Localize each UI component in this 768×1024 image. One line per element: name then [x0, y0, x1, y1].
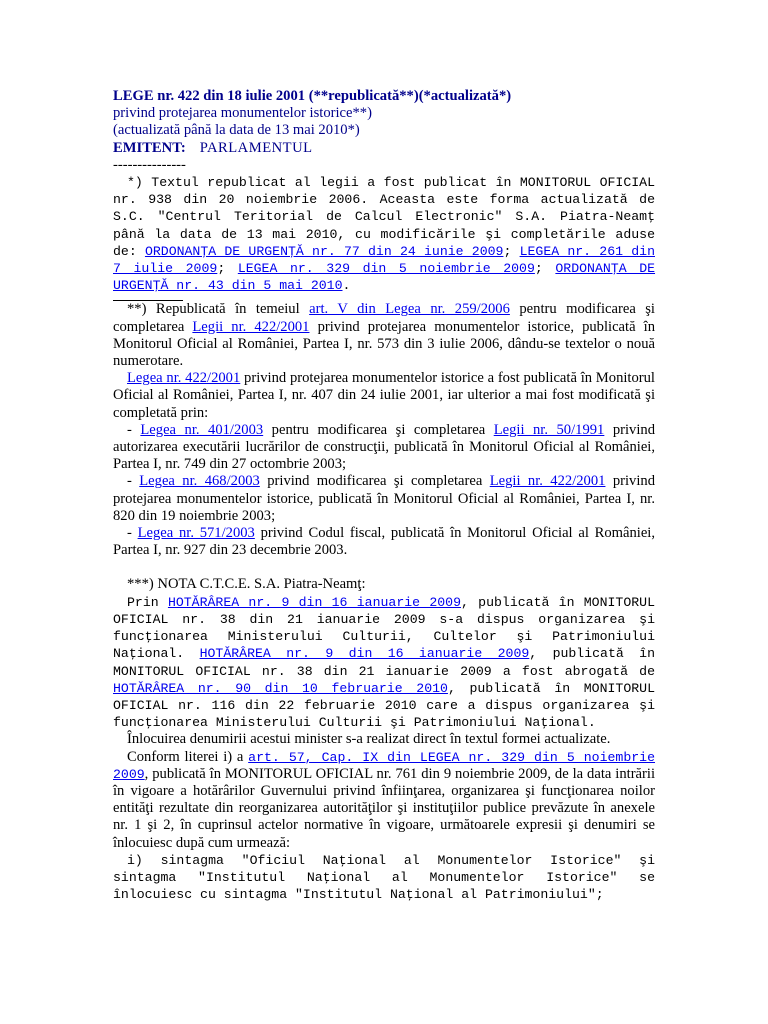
note-text: privind Codul fiscal, publicată în Monitorul Oficial al României, Partea I, nr. 927 din 23 decembrie 2003. — [113, 525, 655, 559]
link-legii-50-1991[interactable]: Legii nr. 50/1991 — [493, 421, 605, 438]
note-text: , publicată în MONITORUL OFICIAL nr. 38 din 21 ianuarie 2009 a fost abrogată de — [113, 646, 655, 679]
note-text: pentru modificarea şi completarea — [263, 421, 494, 438]
update-note: (actualizată până la data de 13 mai 2010*) — [113, 122, 360, 139]
note-text: privind protejarea monumentelor istorice a fost publicată în Monitorul Oficial al României, Partea I, nr. 407 din 24 iulie 2001, iar ulterior a mai fost modificată şi completată prin: — [113, 370, 655, 421]
note-text: **) Republicată în temeiul — [127, 301, 310, 318]
note-separator: ; — [217, 261, 238, 277]
link-legii-422-2001[interactable]: Legii nr. 422/2001 — [192, 318, 310, 335]
link-oug-77-2009[interactable]: ORDONANŢA DE URGENŢĂ nr. 77 din 24 iunie 2009 — [144, 243, 504, 259]
note-text: privind modificarea şi completarea — [259, 473, 490, 490]
list-item — [113, 422, 655, 474]
nota-paragraph-sintagma: i) sintagma "Oficiul Naţional al Monumentelor Istorice" şi sintagma "Institutul Naţional al Monumentelor Istorice" se înlocuiesc cu sintagma "Institutul Naţional al Patrimoniului"; — [113, 852, 655, 903]
publication-history — [113, 370, 655, 422]
link-lege-261-2009[interactable]: LEGEA nr. 261 din 7 iulie 2009 — [113, 243, 655, 277]
note-text: , publicată în MONITORUL OFICIAL nr. 116 din 22 februarie 2010 care a dispus organizarea şi funcţionarea Ministerului Culturii şi Patrimoniului Naţional. — [113, 680, 655, 731]
note-text: pentru modificarea şi completarea — [113, 301, 655, 335]
note-text: *) Textul republicat al legii a fost publicat în MONITORUL OFICIAL nr. 938 din 20 noiembrie 2006. Aceasta este forma actualizată de S.C. "Centrul Teritorial de Calcul Electronic" S.A. Piatra-Neamţ până la data de 13 mai 2010, cu modificările şi completările aduse de: — [113, 175, 655, 259]
link-legea-422-2001[interactable]: Legea nr. 422/2001 — [127, 370, 241, 387]
note-separator: ; — [503, 243, 520, 259]
note-text: , publicată în MONITORUL OFICIAL nr. 38 din 21 ianuarie 2009 s-a dispus organizarea şi funcţionarea Ministerului Culturii, Cultelor şi Patrimoniului Naţional. — [113, 594, 655, 662]
link-legea-468-2003[interactable]: Legea nr. 468/2003 — [139, 473, 260, 490]
nota-paragraph-replacement: Înlocuirea denumirii acestui minister s-a realizat direct în textul formei actualizate. — [127, 731, 611, 748]
link-legii-422-2001-b[interactable]: Legii nr. 422/2001 — [489, 473, 606, 490]
separator-line: --------------- — [113, 156, 186, 173]
republication-note — [113, 174, 655, 294]
link-hotararea-9-2009-b[interactable]: HOTĂRÂREA nr. 9 din 16 ianuarie 2009 — [199, 646, 530, 662]
link-art-57-legea-329-2009[interactable]: art. 57, Cap. IX din LEGEA nr. 329 din 5 noiembrie 2009 — [113, 749, 655, 782]
link-legea-571-2003[interactable]: Legea nr. 571/2003 — [137, 525, 255, 542]
nota-heading: ***) NOTA C.T.C.E. S.A. Piatra-Neamţ: — [127, 576, 366, 593]
emitent-line — [113, 140, 655, 157]
note-end: . — [342, 278, 351, 294]
link-oug-43-2010[interactable]: ORDONANŢA DE URGENŢĂ nr. 43 din 5 mai 2010 — [113, 261, 656, 294]
nota-paragraph-ministry — [113, 594, 655, 732]
note-text: Conform literei i) a — [127, 748, 249, 765]
nota-paragraph-conform — [113, 749, 655, 852]
note-text: , publicată în MONITORUL OFICIAL nr. 761 din 9 noiembrie 2009, de la data intrării în vigoare a hotărârilor Guvernului privind înfiinţarea, organizarea şi funcţionarea noilor entităţi rezultate din reorganizarea autorităţilor şi instituţiilor publice prevăzute în anexele nr. 1 şi 2, în cuprinsul actelor normative în vigoare, următoarele expresii şi denumiri se înlocuiesc după cum urmează: — [113, 765, 655, 851]
list-dash: - — [127, 473, 140, 490]
list-item — [113, 473, 655, 525]
document-page — [113, 88, 655, 903]
spacer — [113, 559, 655, 576]
link-hotararea-9-2009[interactable]: HOTĂRÂREA nr. 9 din 16 ianuarie 2009 — [167, 594, 461, 610]
link-hotararea-90-2010[interactable]: HOTĂRÂREA nr. 90 din 10 februarie 2010 — [113, 680, 448, 696]
emitent-label: EMITENT: — [113, 139, 186, 156]
list-dash: - — [127, 421, 141, 438]
link-lege-329-2009[interactable]: LEGEA nr. 329 din 5 noiembrie 2009 — [237, 261, 535, 277]
law-subtitle: privind protejarea monumentelor istorice**) — [113, 105, 372, 122]
law-title: LEGE nr. 422 din 18 iulie 2001 (**republicată**)(*actualizată*) — [113, 88, 512, 104]
note-text: privind autorizarea executării lucrărilor de construcţii, publicată în Monitorul Oficial al României, Partea I, nr. 749 din 27 octombrie 2003; — [113, 421, 656, 473]
note-text: Prin — [127, 594, 168, 610]
emitent-value: PARLAMENTUL — [199, 139, 313, 156]
note-separator: ; — [534, 261, 556, 277]
republication-basis-note — [113, 301, 655, 370]
note-text: privind protejarea monumentelor istorice, publicată în Monitorul Oficial al României, Partea I, nr. 573 din 3 iulie 2006, dându-se textelor o nouă numerotare. — [113, 318, 655, 370]
list-dash: - — [127, 525, 138, 542]
list-item — [113, 525, 655, 559]
link-art-v-legea-259-2006[interactable]: art. V din Legea nr. 259/2006 — [309, 301, 510, 318]
note-text: privind protejarea monumentelor istorice, publicată în Monitorul Oficial al României, Partea I, nr. 820 din 19 noiembrie 2003; — [113, 473, 656, 524]
link-legea-401-2003[interactable]: Legea nr. 401/2003 — [140, 421, 264, 438]
